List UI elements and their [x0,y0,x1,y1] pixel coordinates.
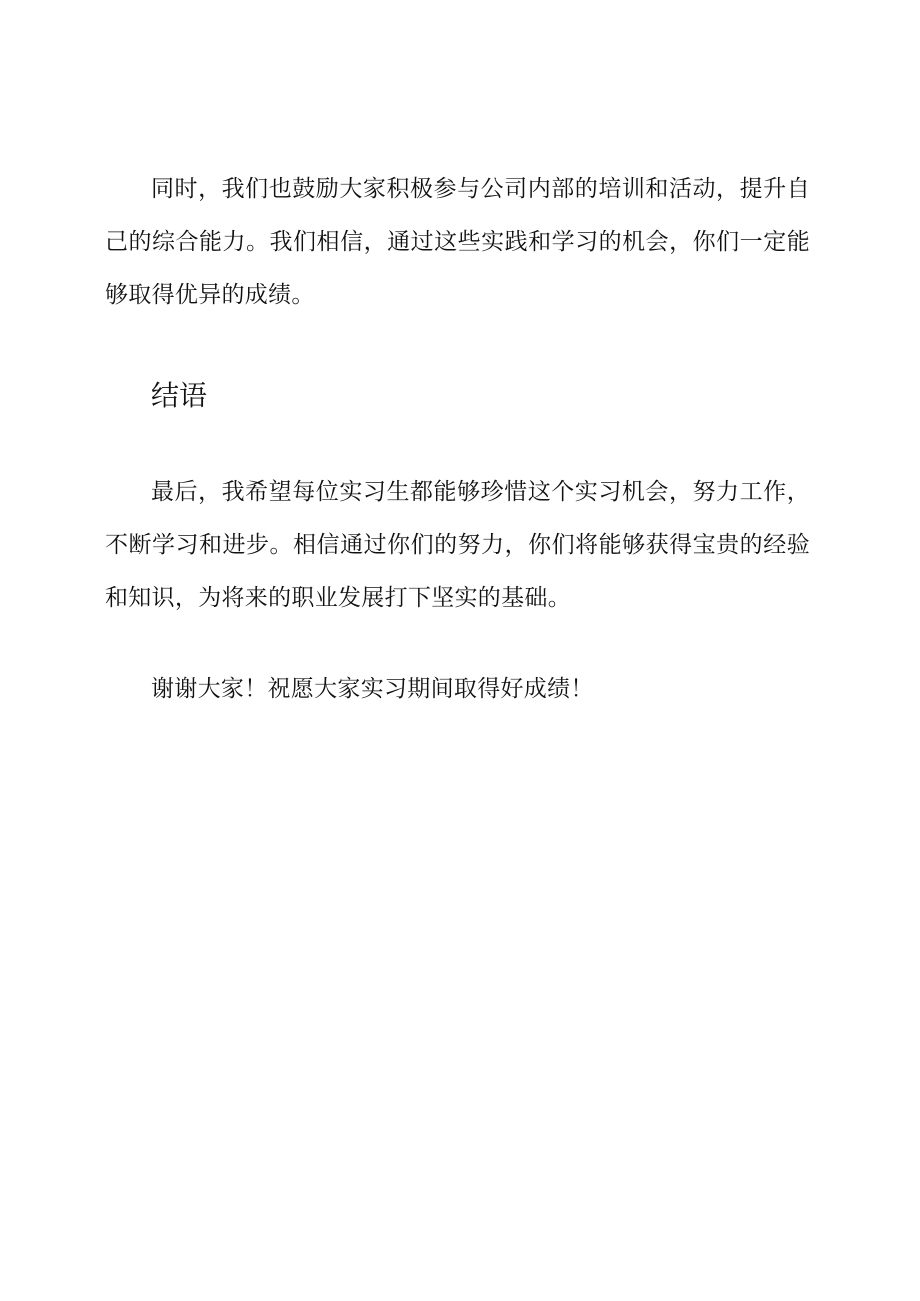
body-paragraph-conclusion: 最后，我希望每位实习生都能够珍惜这个实习机会，努力工作，不断学习和进步。相信通过你们的努力，你们将能够获得宝贵的经验和知识，为将来的职业发展打下坚实的基础。 [105,479,810,611]
body-paragraph-training: 同时，我们也鼓励大家积极参与公司内部的培训和活动，提升自己的综合能力。我们相信，通过这些实践和学习的机会，你们一定能够取得优异的成绩。 [105,176,810,308]
body-paragraph-thanks: 谢谢大家！祝愿大家实习期间取得好成绩！ [151,676,594,702]
section-heading-conclusion: 结语 [151,379,208,412]
